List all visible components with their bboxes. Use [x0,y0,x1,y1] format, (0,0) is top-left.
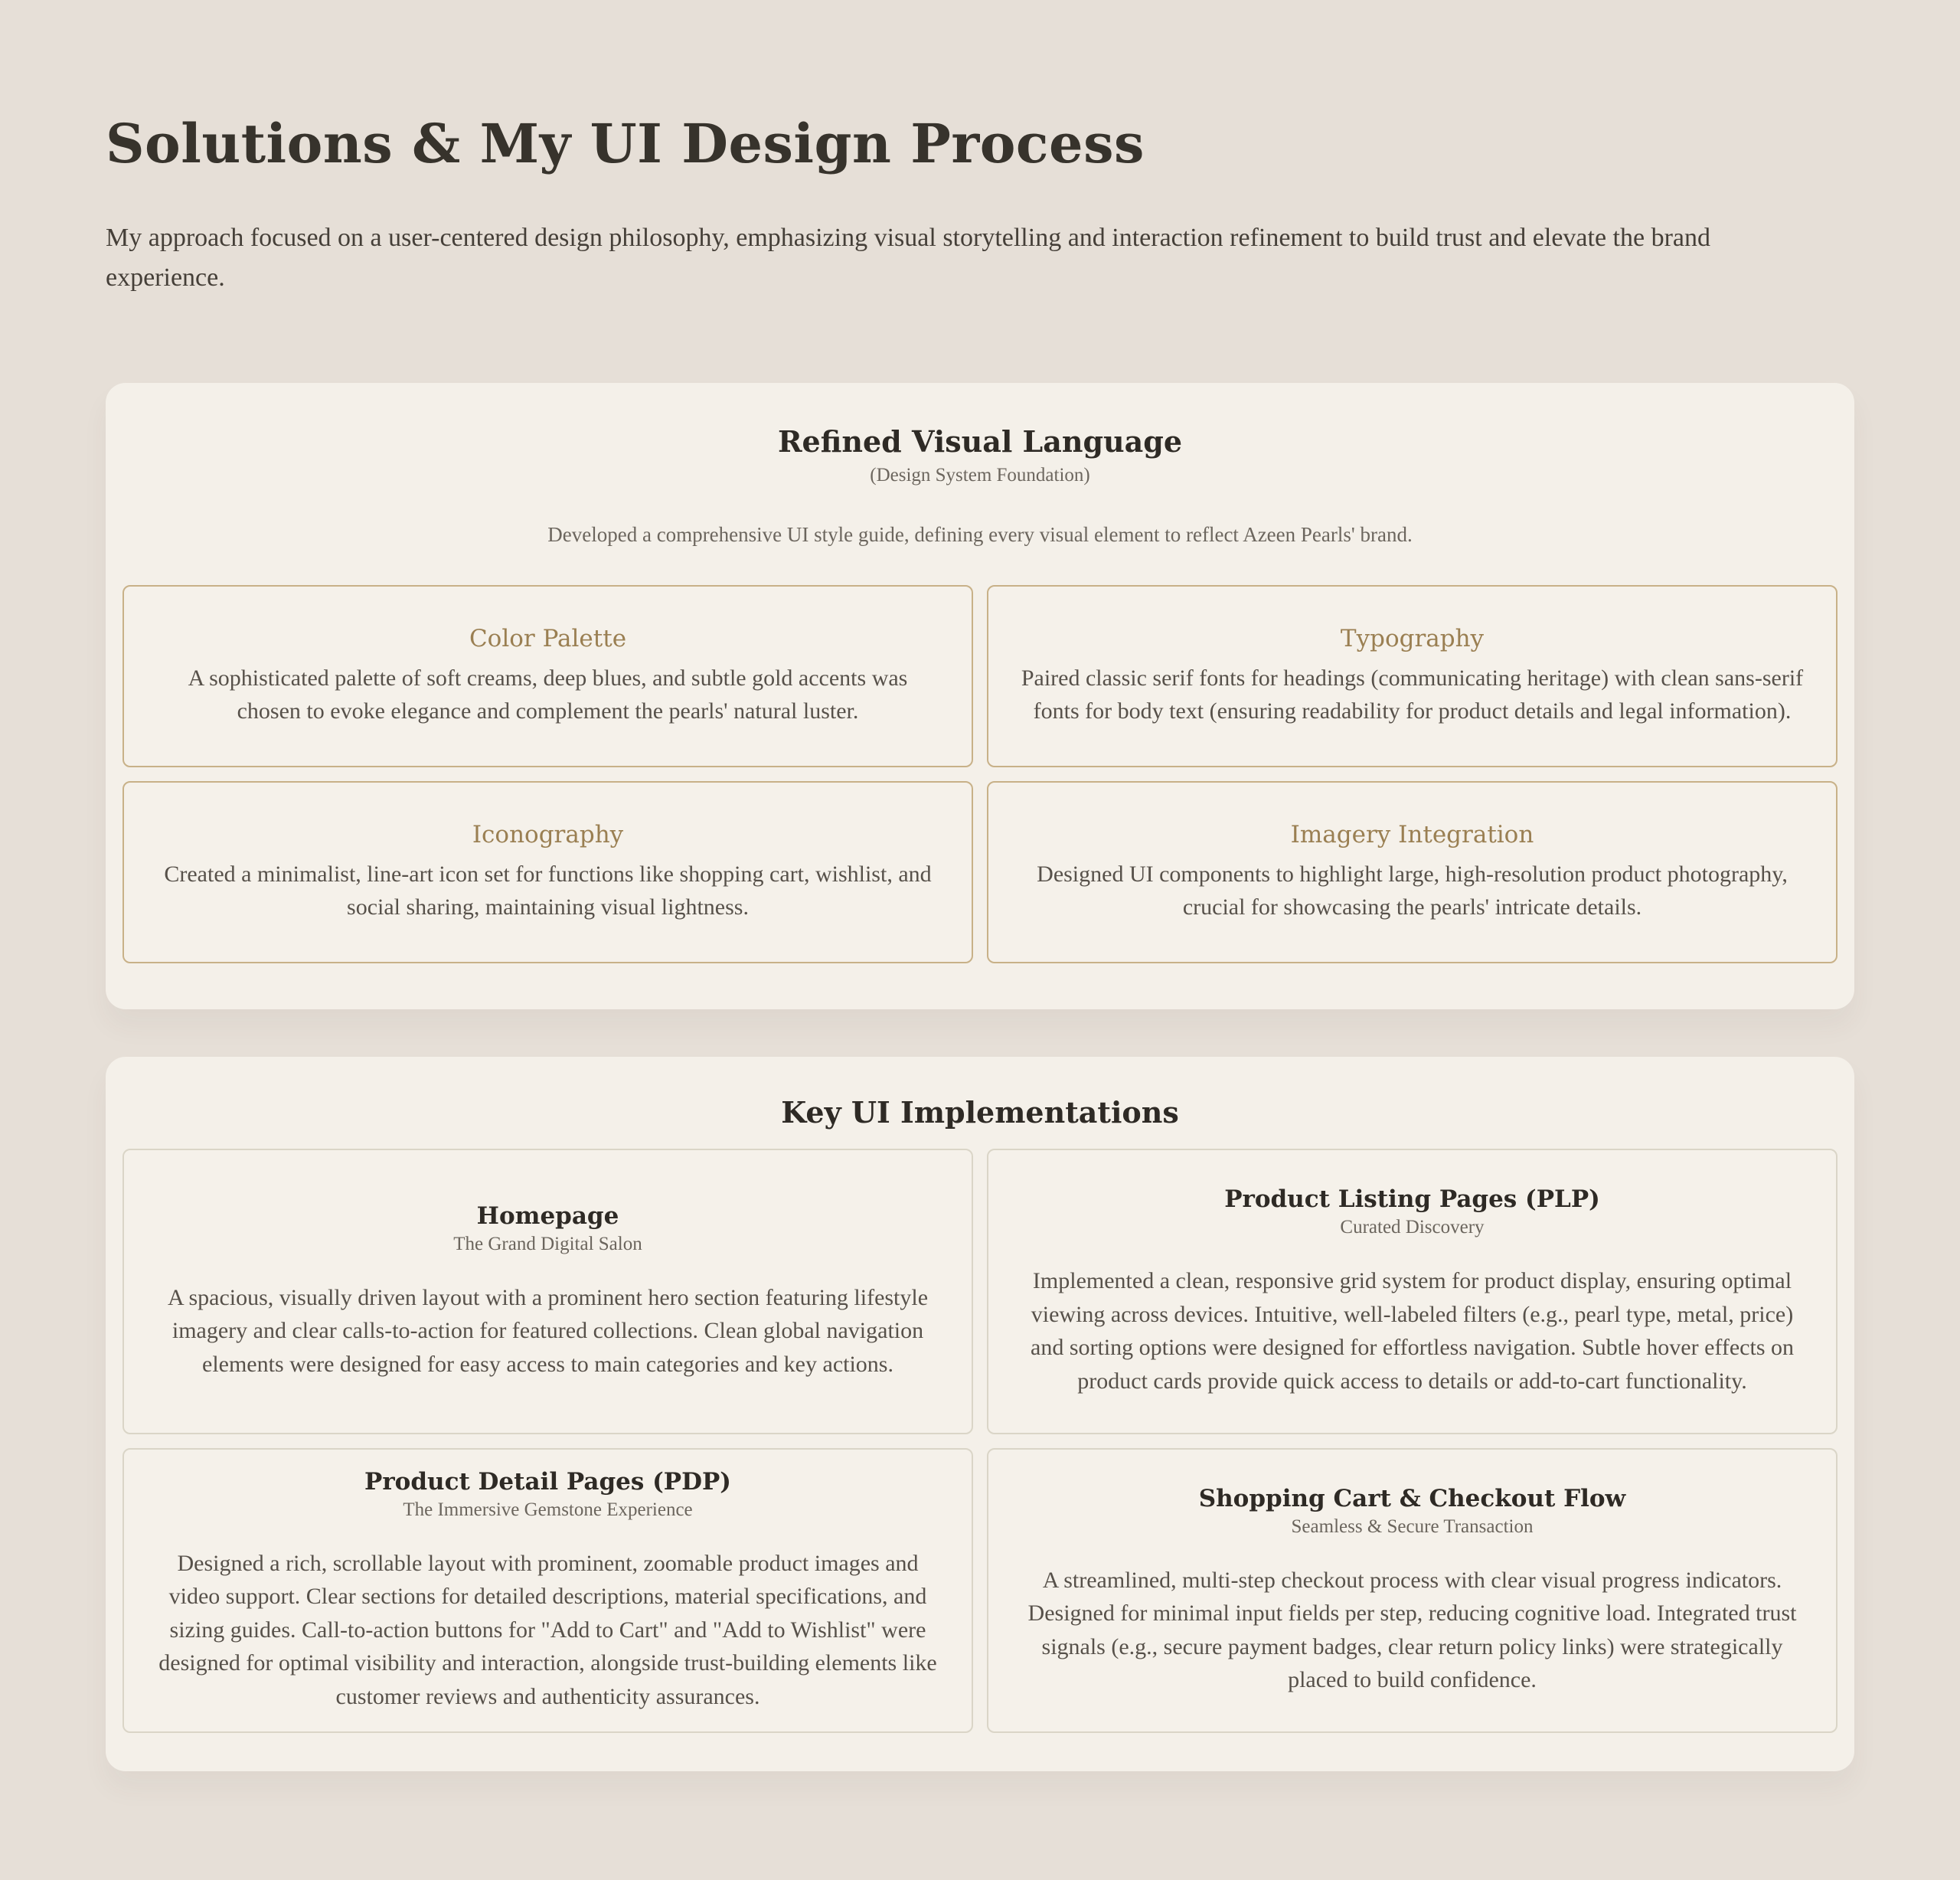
intro-paragraph: My approach focused on a user-centered design philosophy, emphasizing visual storytelling and interaction refinement to build trust and elevate the brand experience. [106,223,1710,293]
card-imagery-integration [987,781,1838,963]
card-body-typography: Paired classic serif fonts for headings (communicating heritage) with clean sans-serif fonts for body text (ensuring readability for product details and legal information). [1021,665,1804,724]
card-typography [987,585,1838,767]
card-body-homepage: A spacious, visually driven layout with a prominent hero section featuring lifestyle imagery and clear calls-to-action for featured collections. Clean global navigation elements were designed for easy access to main categories and key actions. [167,1284,929,1377]
section-key-ui-implementations [106,1057,1854,1771]
card-title-color-palette: Color Palette [469,625,627,653]
section-title-refined-visual-language: Refined Visual Language [777,423,1183,459]
card-title-product-detail-pages: Product Detail Pages (PDP) [364,1467,731,1496]
card-title-shopping-cart-checkout: Shopping Cart & Checkout Flow [1198,1484,1626,1512]
card-body-shopping-cart-checkout: A streamlined, multi-step checkout process with clear visual progress indicators. Designed for minimal input fields per step, reducing cognitive load. Integrated trust signals (e.g., secure payment badges, clear return policy links) were strategically placed to build confidence. [1027,1567,1797,1693]
section-refined-visual-language [106,383,1854,1010]
card-title-homepage: Homepage [476,1202,619,1230]
card-product-detail-pages [122,1448,973,1734]
section-subtitle-design-system-foundation: (Design System Foundation) [870,465,1090,486]
card-homepage [122,1149,973,1434]
implementations-grid [122,1149,1838,1733]
card-body-product-detail-pages: Designed a rich, scrollable layout with prominent, zoomable product images and video support. Clear sections for detailed descriptions, material specifications, and sizing guides. Call-to-action buttons for "Add to Cart" and "Add to Wishlist" were designed for optimal visibility and interaction, alongside trust-building elements like customer reviews and authenticity assurances. [158,1550,937,1709]
design-system-grid [122,585,1838,963]
card-body-color-palette: A sophisticated palette of soft creams, deep blues, and subtle gold accents was chosen to evoke elegance and complement the pearls' natural luster. [188,665,908,724]
card-subtitle-shopping-cart-checkout: Seamless & Secure Transaction [1291,1515,1534,1537]
card-body-iconography: Created a minimalist, line-art icon set for functions like shopping cart, wishlist, and social sharing, maintaining visual lightness. [164,861,932,920]
card-subtitle-product-detail-pages: The Immersive Gemstone Experience [403,1499,693,1520]
card-title-typography: Typography [1340,625,1485,653]
card-color-palette [122,585,973,767]
section-description: Developed a comprehensive UI style guide, defining every visual element to reflect Azeen Pearls' brand. [547,523,1413,547]
card-iconography [122,781,973,963]
page-title: Solutions & My UI Design Process [106,112,1145,175]
card-body-product-listing-pages: Implemented a clean, responsive grid system for product display, ensuring optimal viewing across devices. Intuitive, well-labeled filters (e.g., pearl type, metal, price) and sorting options were designed for effortless navigation. Subtle hover effects on product cards provide quick access to details or add-to-cart functionality. [1031,1268,1794,1394]
card-subtitle-homepage: The Grand Digital Salon [453,1233,642,1254]
card-product-listing-pages [987,1149,1838,1434]
card-shopping-cart-checkout [987,1448,1838,1734]
card-title-product-listing-pages: Product Listing Pages (PLP) [1224,1185,1600,1213]
card-subtitle-product-listing-pages: Curated Discovery [1340,1217,1485,1238]
section-title-key-ui-implementations: Key UI Implementations [781,1095,1179,1130]
card-body-imagery-integration: Designed UI components to highlight large, high-resolution product photography, crucial for showcasing the pearls' intricate details. [1037,861,1788,920]
card-title-imagery-integration: Imagery Integration [1290,821,1534,849]
card-title-iconography: Iconography [472,821,624,849]
